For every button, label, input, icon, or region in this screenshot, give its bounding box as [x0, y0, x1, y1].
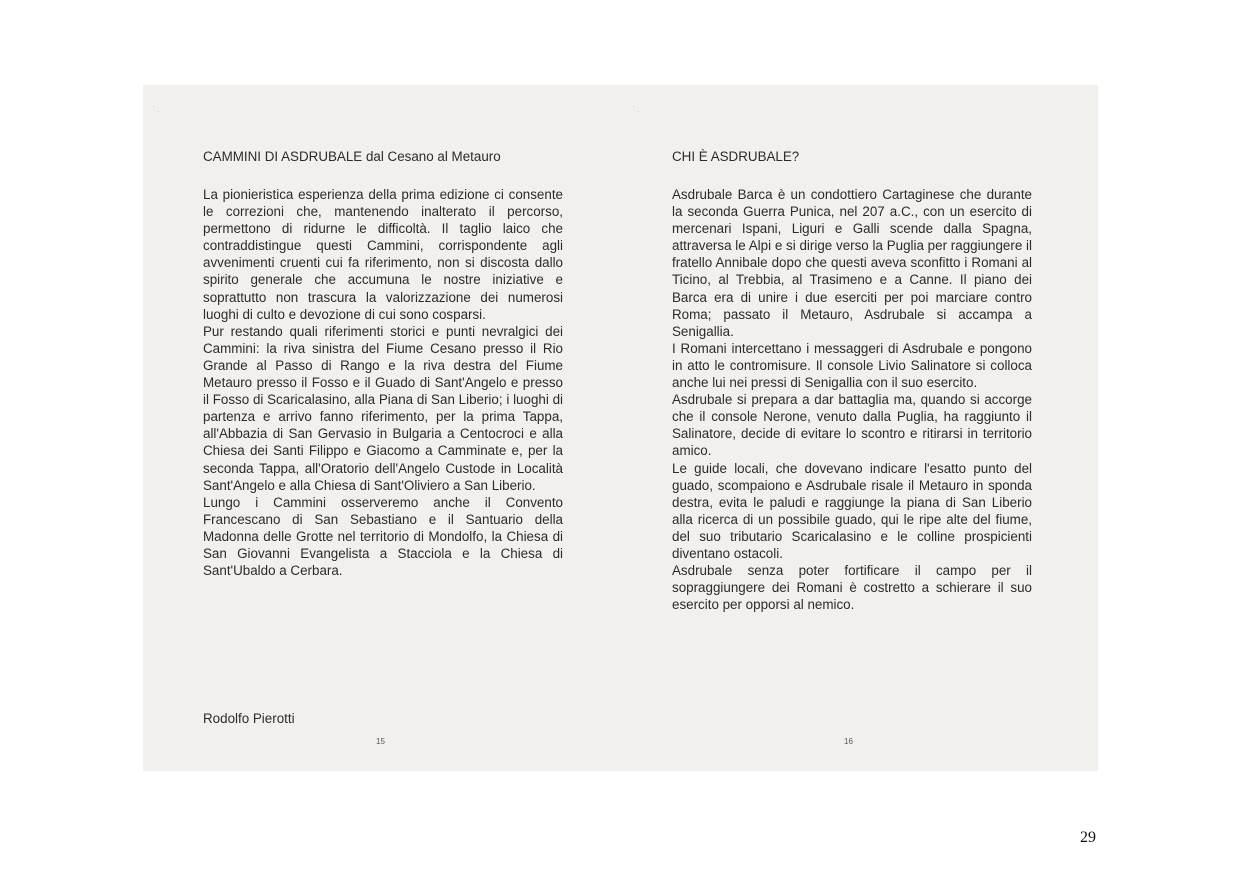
paragraph: I Romani intercettano i messaggeri di Asdrubale e pongono in atto le contromisure. Il console Livio Salinatore si colloca anche lui nei pressi di Senigallia con il suo esercito. — [672, 340, 1032, 391]
paragraph: Asdrubale si prepara a dar battaglia ma, quando si accorge che il console Nerone, venuto dalla Puglia, ha raggiunto il Salinatore, decide di evitare lo scontro e ritirarsi in territorio amico. — [672, 392, 1032, 459]
paragraph: Pur restando quali riferimenti storici e punti nevralgici dei Cammini: la riva sinistra del Fiume Cesano presso il Rio Grande al Passo di Rango e la riva destra del Fiume Metauro presso il Fosso e il Guado di Sant'Angelo e presso il Fosso di Scaricalasino, alla Piana di San Liberio; i luoghi di partenza e arrivo fanno riferimento, per la prima Tappa, all'Abbazia di San Gervasio in Bulgaria a Centocroci e alla Chiesa dei Santi Filippo e Giacomo a Camminate e, per la seconda Tappa, all'Oratorio dell'Angelo Custode in Località Sant'Angelo e alla Chiesa di Sant'Oliviero a San Liberio. — [203, 323, 563, 493]
left-page-body — [203, 186, 563, 579]
paragraph: Le guide locali, che dovevano indicare l'esatto punto del guado, scompaiono e Asdrubale risale il Metauro in sponda destra, evita le paludi e raggiunge la piana di San Liberio alla ricerca di un possibile guado, qui le ripe alte del fiume, del suo tributario Scaricalasino e le colline prospicienti diventano ostacoli. — [672, 460, 1032, 561]
scanned-spread — [143, 85, 1098, 771]
paragraph: Lungo i Cammini osserveremo anche il Convento Francescano di San Sebastiano e il Santuario della Madonna delle Grotte nel territorio di Mondolfo, la Chiesa di San Giovanni Evangelista a Stacciola e la Chiesa di Sant'Ubaldo a Cerbara. — [203, 494, 563, 579]
scan-mark: ˙ . — [153, 107, 160, 114]
paragraph: Asdrubale Barca è un condottiero Cartaginese che durante la seconda Guerra Punica, nel 207 a.C., con un esercito di mercenari Ispani, Liguri e Galli scende dalla Spagna, attraversa le Alpi e si dirige verso la Puglia per raggiungere il fratello Annibale dopo che questi aveva sconfitto i Romani al Ticino, al Trebbia, al Trasimeno e a Canne. Il piano dei Barca era di unire i due eserciti per poi marciare contro Roma; passato il Metauro, Asdrubale si accampa a Senigallia. — [672, 187, 1032, 339]
paragraph: La pionieristica esperienza della prima edizione ci consente le correzioni che, mantenendo inalterato il percorso, permettono di ridurne le difficoltà. Il taglio laico che contraddistingue questi Cammini, corrispondente agli avvenimenti cruenti cui fa riferimento, non si discosta dallo spirito generale che accumuna le nostre iniziative e soprattutto non trascura la valorizzazione dei numerosi luoghi di culto e devozione di cui sono cosparsi. — [203, 187, 563, 322]
left-page-number: 15 — [376, 737, 385, 746]
author-signature: Rodolfo Pierotti — [203, 711, 295, 726]
right-page-heading: CHI È ASDRUBALE? — [672, 149, 800, 164]
right-page-number: 16 — [844, 737, 853, 746]
paragraph: Asdrubale senza poter fortificare il campo per il sopraggiungere dei Romani è costretto a schierare il suo esercito per opporsi al nemico. — [672, 563, 1032, 613]
right-page-body — [672, 186, 1032, 613]
scan-mark: ˙ . — [633, 107, 640, 114]
left-page-heading: CAMMINI DI ASDRUBALE dal Cesano al Metauro — [203, 149, 501, 164]
document-page-number: 29 — [1080, 829, 1096, 846]
